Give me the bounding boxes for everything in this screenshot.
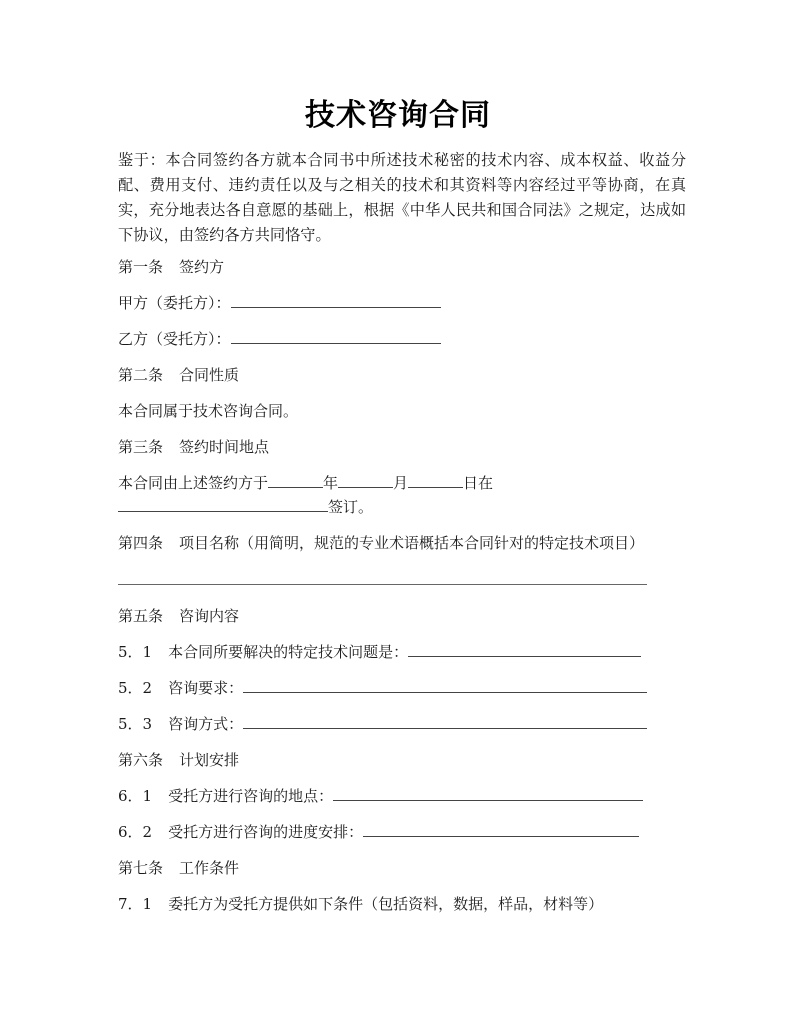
- preamble-paragraph: 鉴于：本合同签约各方就本合同书中所述技术秘密的技术内容、成本权益、收益分配、费用支付、违约责任以及与之相关的技术和其资料等内容经过平等协商，在真实，充分地表达各自意愿的基础上，根据《中华人民共和国合同法》之规定，达成如下协议，由签约各方共同恪守。: [118, 151, 686, 244]
- article-1-number: 第一条: [118, 258, 164, 276]
- article-3-prefix: 本合同由上述签约方于: [118, 474, 269, 492]
- day-blank[interactable]: [408, 472, 463, 488]
- article-1-title: 签约方: [179, 258, 225, 276]
- article-4-number: 第四条: [118, 534, 164, 552]
- article-3-date-line: [118, 472, 493, 494]
- party-b-blank[interactable]: [231, 328, 441, 344]
- place-blank[interactable]: [118, 496, 328, 512]
- item-5-2-number: 5．2: [118, 679, 153, 697]
- item-6-2-text: 受托方进行咨询的进度安排：: [168, 823, 364, 841]
- article-6-title: 计划安排: [179, 751, 240, 769]
- party-b-line: [118, 328, 441, 350]
- item-5-2-text: 咨询要求：: [168, 679, 244, 697]
- item-5-3-blank[interactable]: [243, 713, 647, 729]
- month-label: 月: [393, 474, 409, 492]
- item-5-3-number: 5．3: [118, 715, 153, 733]
- article-3-number: 第三条: [118, 438, 164, 456]
- item-6-1-number: 6．1: [118, 787, 153, 805]
- item-7-1: [118, 893, 603, 915]
- article-7-heading: [118, 857, 239, 879]
- project-name-blank[interactable]: [118, 584, 647, 585]
- article-3-place-line: [118, 496, 373, 518]
- party-b-label: 乙方（受托方）：: [118, 330, 231, 348]
- article-4-title: 项目名称（用简明，规范的专业术语概括本合同针对的特定技术项目）: [179, 534, 645, 552]
- month-blank[interactable]: [338, 472, 393, 488]
- item-5-2-blank[interactable]: [243, 677, 647, 693]
- item-5-3-text: 咨询方式：: [168, 715, 244, 733]
- year-blank[interactable]: [268, 472, 323, 488]
- article-5-title: 咨询内容: [179, 607, 240, 625]
- item-5-2: [118, 677, 647, 699]
- item-5-1-text: 本合同所要解决的特定技术问题是：: [168, 643, 409, 661]
- article-6-heading: [118, 749, 239, 771]
- article-6-number: 第六条: [118, 751, 164, 769]
- article-1-heading: [118, 256, 224, 278]
- day-at-label: 日在: [463, 474, 494, 492]
- item-5-3: [118, 713, 647, 735]
- article-5-number: 第五条: [118, 607, 164, 625]
- item-6-1: [118, 785, 643, 807]
- article-2-body: 本合同属于技术咨询合同。: [118, 402, 299, 420]
- page-title: 技术咨询合同: [305, 98, 491, 133]
- article-7-number: 第七条: [118, 859, 164, 877]
- party-a-label: 甲方（委托方）：: [118, 294, 231, 312]
- article-5-heading: [118, 605, 239, 627]
- item-7-1-text: 委托方为受托方提供如下条件（包括资料，数据，样品，材料等）: [168, 895, 604, 913]
- party-a-line: [118, 292, 441, 314]
- article-7-title: 工作条件: [179, 859, 240, 877]
- item-7-1-number: 7．1: [118, 895, 153, 913]
- article-4-heading: [118, 532, 644, 554]
- article-2-number: 第二条: [118, 366, 164, 384]
- article-2-title: 合同性质: [179, 366, 240, 384]
- item-6-1-text: 受托方进行咨询的地点：: [168, 787, 334, 805]
- item-5-1-number: 5．1: [118, 643, 153, 661]
- item-6-2-number: 6．2: [118, 823, 153, 841]
- item-6-2-blank[interactable]: [363, 821, 639, 837]
- item-5-1-blank[interactable]: [408, 641, 641, 657]
- signed-label: 签订。: [328, 498, 374, 516]
- article-3-heading: [118, 436, 269, 458]
- item-6-1-blank[interactable]: [333, 785, 643, 801]
- article-2-heading: [118, 364, 239, 386]
- article-3-title: 签约时间地点: [179, 438, 270, 456]
- item-6-2: [118, 821, 639, 843]
- year-label: 年: [323, 474, 339, 492]
- item-5-1: [118, 641, 641, 663]
- party-a-blank[interactable]: [231, 292, 441, 308]
